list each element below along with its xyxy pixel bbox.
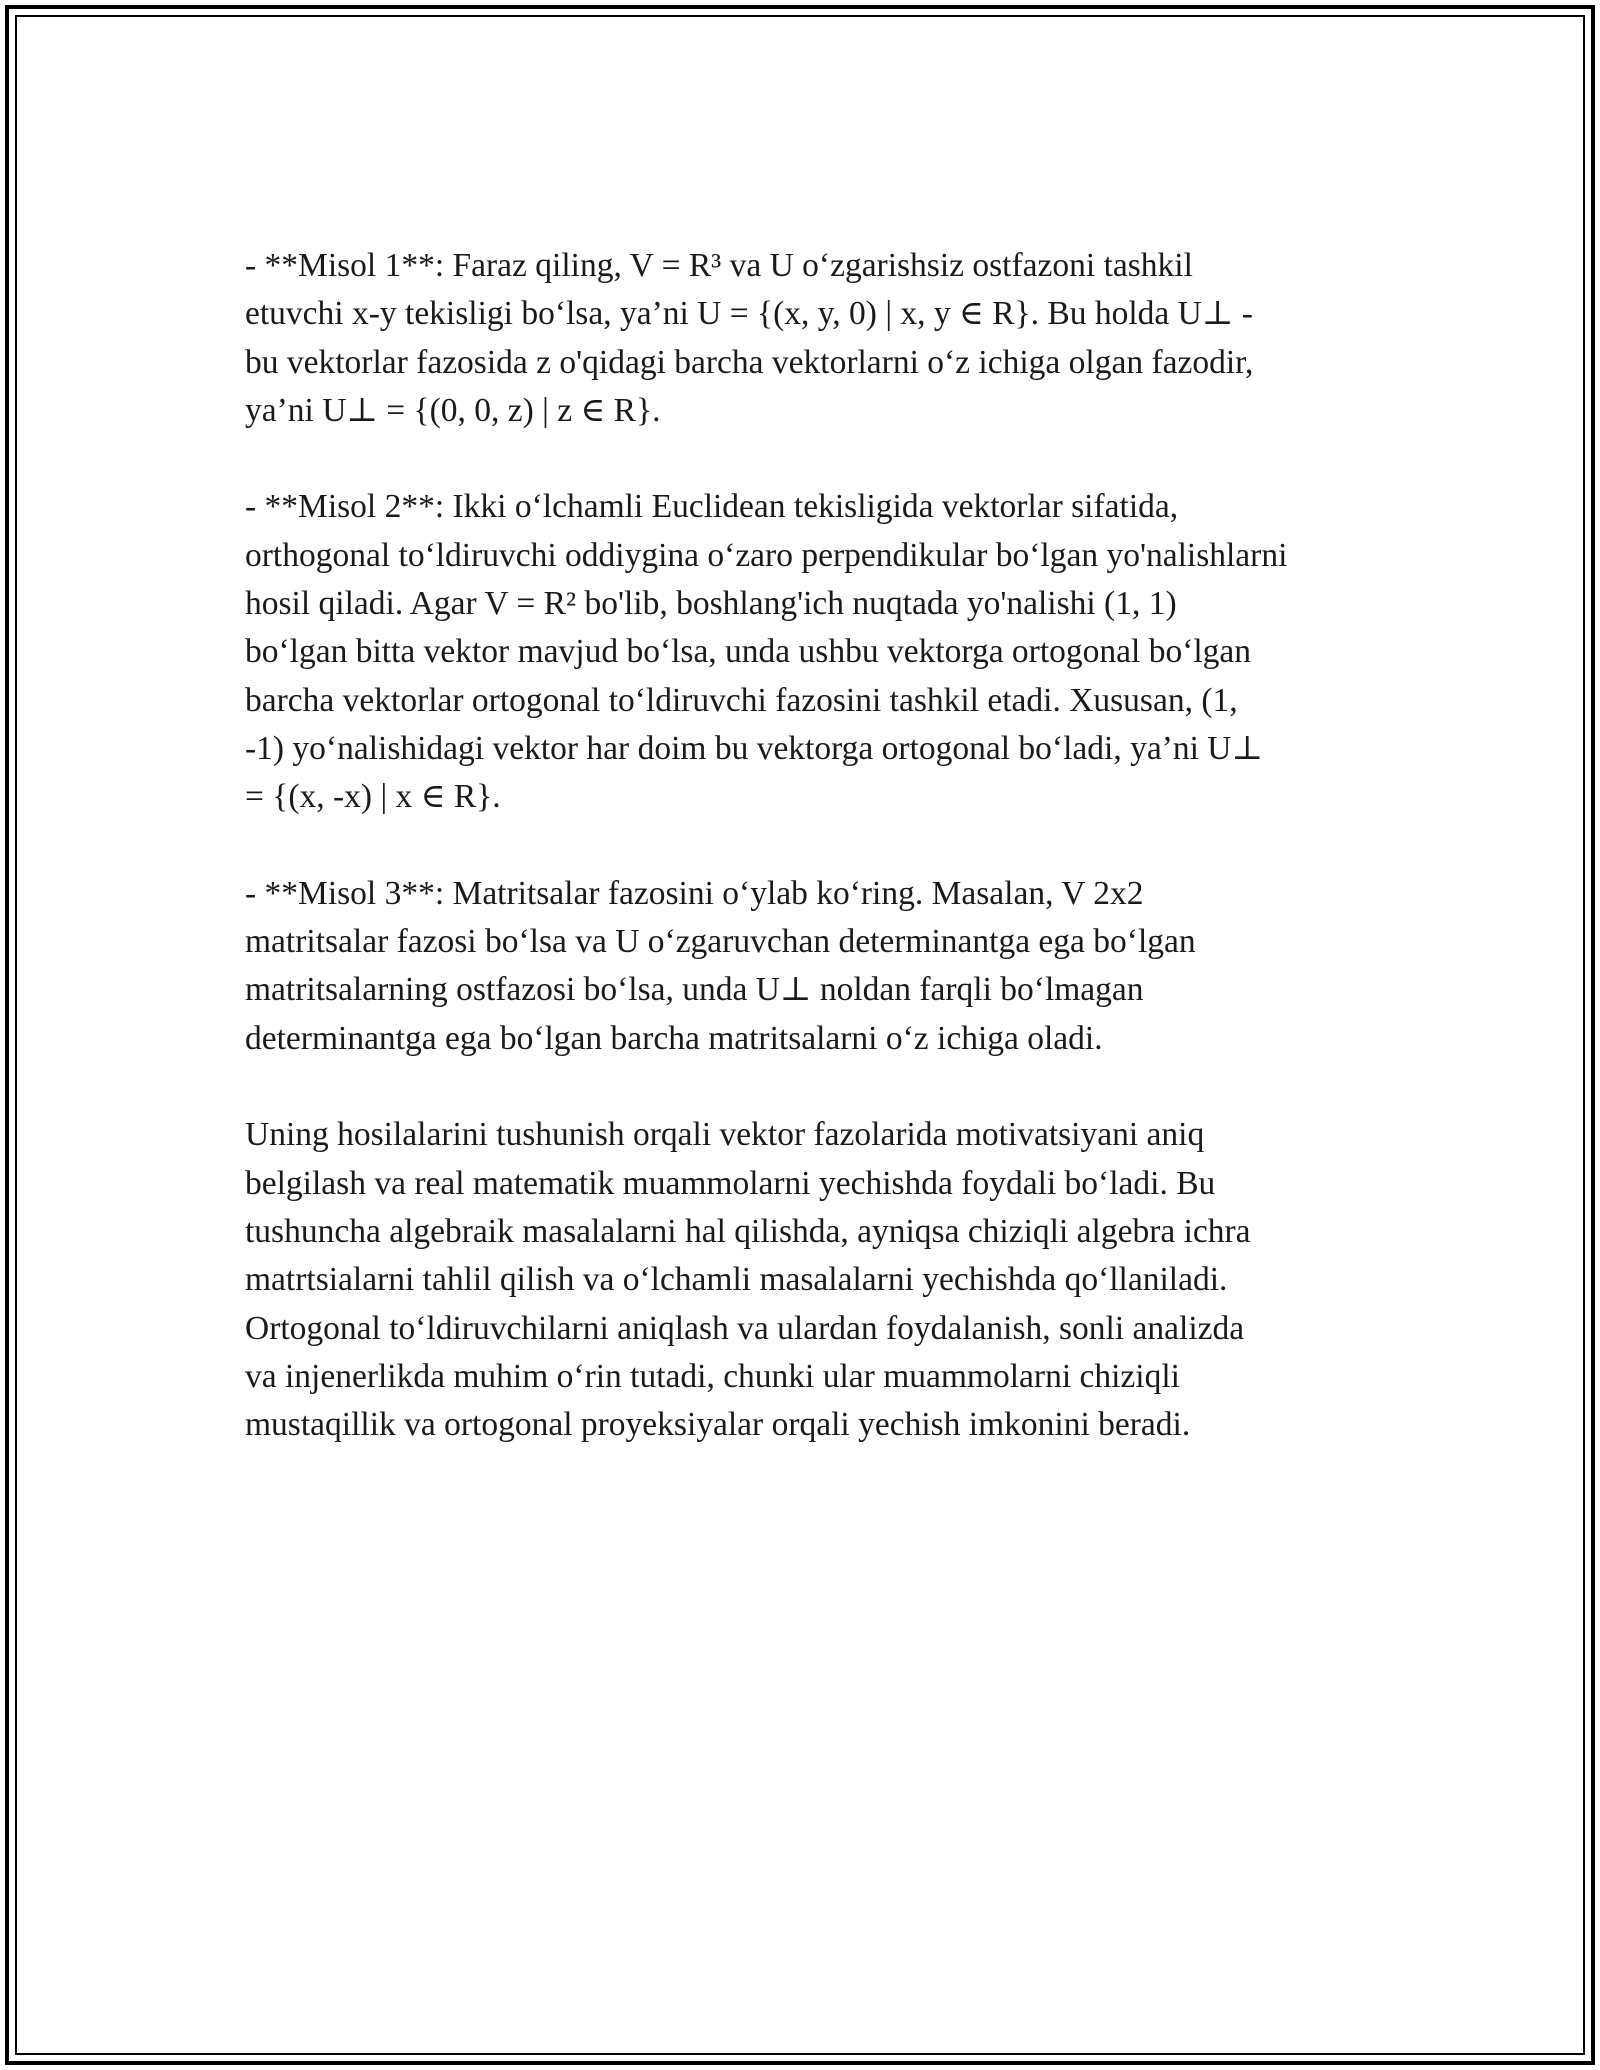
page-frame [5, 5, 1595, 2065]
paragraph-example-2: - **Misol 2**: Ikki o‘lchamli Euclidean tekisligida vektorlar sifatida, orthogonal to‘ldiruvchi oddiygina o‘zaro perpendikular bo‘lgan yo'nalishlarni hosil qiladi. Agar V = R² bo'lib, boshlang'ich nuqtada yo'nalishi (1, 1) bo‘lgan bitta vektor mavjud bo‘lsa, unda ushbu vektorga ortogonal bo‘lgan barcha vektorlar ortogonal to‘ldiruvchi fazosini tashkil etadi. Xususan, (1, -1) yo‘nalishidagi vektor har doim bu vektorga ortogonal bo‘ladi, ya’ni U⊥ = {(x, -x) | x ∈ R}. [245, 488, 1288, 816]
paragraph-conclusion: Uning hosilalarini tushunish orqali vektor fazolarida motivatsiyani aniq belgilash va real matematik muammolarni yechishda foydali bo‘ladi. Bu tushuncha algebraik masalalarni hal qilishda, ayniqsa chiziqli algebra ichra matrtsialarni tahlil qilish va o‘lchamli masalalarni yechishda qo‘llaniladi. Ortogonal to‘ldiruvchilarni aniqlash va ulardan foydalanish, sonli analizda va injenerlikda muhim o‘rin tutadi, chunki ular muammolarni chiziqli mustaqillik va ortogonal proyeksiyalar orqali yechish imkonini beradi. [245, 1116, 1251, 1444]
paragraph-example-1: - **Misol 1**: Faraz qiling, V = R³ va U o‘zgarishsiz ostfazoni tashkil etuvchi x-y tekisligi bo‘lsa, ya’ni U = {(x, y, 0) | x, y ∈ R}. Bu holda U⊥ - bu vektorlar fazosida z o'qidagi barcha vektorlarni o‘z ichiga olgan fazodir, ya’ni U⊥ = {(0, 0, z) | z ∈ R}. [245, 247, 1254, 429]
document-body [245, 242, 1395, 1449]
paragraph-example-3: - **Misol 3**: Matritsalar fazosini o‘ylab ko‘ring. Masalan, V 2x2 matritsalar fazosi bo‘lsa va U o‘zgaruvchan determinantga ega bo‘lgan matritsalarning ostfazosi bo‘lsa, unda U⊥ noldan farqli bo‘lmagan determinantga ega bo‘lgan barcha matritsalarni o‘z ichiga oladi. [245, 874, 1196, 1057]
